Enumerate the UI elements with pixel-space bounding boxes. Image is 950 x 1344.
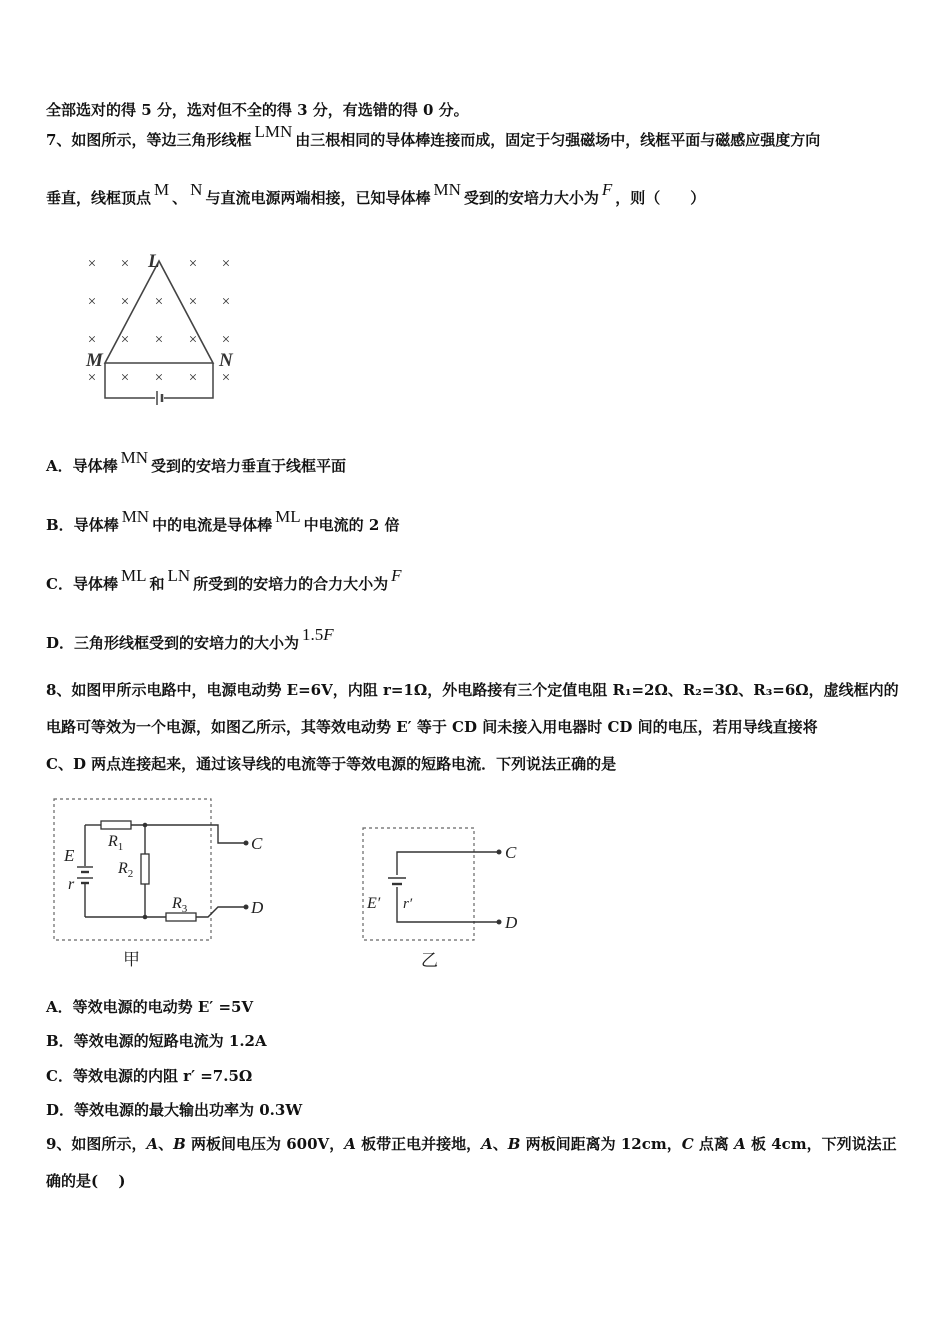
wire — [208, 825, 244, 843]
q7-sym-lmn: LMN — [254, 122, 293, 141]
q9-text: 、 — [492, 1135, 508, 1153]
q9-var: C — [681, 1135, 694, 1153]
option-symbol-number: 1.5 — [302, 625, 324, 644]
q7-stem-c: 垂直，线框顶点 — [46, 189, 152, 207]
option-text: D．三角形线框受到的安培力的大小为 — [46, 634, 300, 652]
field-cross: × — [87, 294, 97, 310]
terminal-c — [244, 841, 249, 846]
q7-stem-b: 由三根相同的导体棒连接而成，固定于匀强磁场中，线框平面与磁感应强度方向 — [295, 131, 821, 149]
vertex-label-n: N — [219, 350, 233, 371]
q9-var: A — [481, 1135, 493, 1153]
q7-stem-a: 7、如图所示，等边三角形线框 — [46, 131, 252, 149]
label-c: C — [505, 843, 517, 862]
option-symbol — [302, 625, 334, 644]
wire — [196, 907, 244, 917]
junction — [143, 823, 148, 828]
q8-stem-line1: 8、如图甲所示电路中，电源电动势 E=6V，内阻 r=1Ω，外电路接有三个定值电阻 R₁=2Ω、R₂=3Ω、R₃=6Ω，虚线框内的 — [46, 681, 899, 699]
option-text: 和 — [149, 575, 165, 593]
label-d: D — [505, 913, 518, 932]
q9-var: A — [734, 1135, 746, 1153]
q7-stem-line2 — [46, 180, 706, 208]
q9-var: B — [507, 1135, 521, 1153]
field-cross: × — [87, 256, 97, 272]
option-symbol: F — [391, 566, 402, 585]
terminal-c — [497, 850, 502, 855]
caption-yi: 乙 — [421, 951, 438, 970]
option-symbol: MN — [121, 507, 150, 526]
q7-option-c — [46, 566, 405, 594]
field-cross: × — [154, 294, 164, 310]
q7-stem-e: 受到的安培力大小为 — [463, 189, 599, 207]
label-r2 — [117, 860, 133, 880]
option-symbol: MN — [120, 448, 149, 467]
dashed-box — [363, 828, 474, 940]
q9-var: B — [173, 1135, 186, 1153]
q9-text: 板 4cm，下列说法正 — [745, 1135, 897, 1153]
option-text: 所受到的安培力的合力大小为 — [193, 575, 389, 593]
q7-option-b — [46, 507, 400, 535]
q8-option-c: C．等效电源的内阻 r′ =7.5Ω — [46, 1067, 253, 1085]
label-e: E — [64, 846, 75, 865]
q7-sym-m: M — [154, 180, 170, 199]
field-cross: × — [87, 370, 97, 386]
q8-stem-line3: C、D 两点连接起来，通过该导线的电流等于等效电源的短路电流．下列说法正确的是 — [46, 755, 617, 773]
q9-text: 板带正电并接地， — [355, 1135, 482, 1153]
q8-figure-jia — [46, 793, 286, 973]
field-cross: × — [221, 294, 231, 310]
q7-triangle-figure — [80, 248, 240, 413]
q8-stem-line2: 电路可等效为一个电源，如图乙所示，其等效电动势 E′ 等于 CD 间未接入用电器时 CD 间的电压，若用导线直接将 — [46, 718, 818, 736]
q7-sep: 、 — [172, 189, 188, 207]
field-cross: × — [188, 332, 198, 348]
label-r3-sub: 3 — [181, 903, 188, 915]
field-cross: × — [120, 370, 130, 386]
label-r2-letter: R — [118, 860, 128, 877]
vertex-label-l: L — [148, 251, 160, 272]
option-prefix: A．导体棒 — [46, 457, 118, 475]
q8-option-a: A．等效电源的电动势 E′ =5V — [46, 998, 254, 1016]
label-r: r — [68, 876, 75, 893]
intro-line: 全部选对的得 5 分，选对但不全的得 3 分，有选错的得 0 分。 — [46, 101, 469, 119]
q9-text: 两板间距离为 12cm， — [520, 1135, 682, 1153]
option-text: 中电流的 2 倍 — [303, 516, 400, 534]
option-symbol: LN — [167, 566, 191, 585]
q7-stem-line1 — [46, 122, 821, 150]
label-d: D — [251, 898, 264, 917]
field-cross: × — [221, 370, 231, 386]
option-text: 中的电流是导体棒 — [152, 516, 273, 534]
option-text: 受到的安培力垂直于线框平面 — [151, 457, 347, 475]
q7-option-a — [46, 448, 347, 476]
label-r1-sub: 1 — [117, 841, 124, 853]
q8-option-d: D．等效电源的最大输出功率为 0.3W — [46, 1101, 303, 1119]
field-cross: × — [221, 256, 231, 272]
terminal-d — [497, 920, 502, 925]
q9-text: 两板间电压为 600V， — [185, 1135, 345, 1153]
label-r1-letter: R — [108, 833, 118, 850]
label-c: C — [251, 834, 263, 853]
q8-figure-yi — [355, 820, 535, 972]
option-symbol-f: F — [323, 625, 334, 644]
field-cross: × — [154, 370, 164, 386]
label-r2-sub: 2 — [127, 868, 134, 880]
label-e-prime: E′ — [367, 895, 381, 912]
label-r1 — [107, 833, 123, 853]
vertex-label-m: M — [86, 350, 103, 371]
q9-stem-line2: 确的是( ) — [46, 1172, 126, 1190]
q8-option-b: B．等效电源的短路电流为 1.2A — [46, 1032, 267, 1050]
q9-var: A — [146, 1135, 159, 1153]
field-cross: × — [120, 294, 130, 310]
caption-jia: 甲 — [123, 950, 140, 969]
q7-sym-mn: MN — [433, 180, 461, 199]
field-cross: × — [120, 332, 130, 348]
option-symbol: ML — [120, 566, 147, 585]
q9-var: A — [344, 1135, 356, 1153]
wire — [397, 852, 497, 875]
option-symbol: ML — [275, 507, 301, 526]
q9-stem-line1 — [46, 1134, 897, 1154]
option-prefix: B．导体棒 — [46, 516, 119, 534]
resistor-r2 — [141, 854, 149, 884]
field-cross: × — [87, 332, 97, 348]
power-wire — [105, 363, 155, 398]
terminal-d — [244, 905, 249, 910]
label-r3-letter: R — [172, 895, 182, 912]
q7-option-d — [46, 625, 337, 653]
field-cross: × — [188, 370, 198, 386]
field-cross: × — [154, 332, 164, 348]
q7-stem-f: ，则（ ） — [615, 189, 706, 207]
q9-text: 点离 — [693, 1135, 735, 1153]
field-cross: × — [188, 294, 198, 310]
field-cross: × — [188, 256, 198, 272]
q9-text: 9、如图所示， — [46, 1135, 147, 1153]
field-cross: × — [221, 332, 231, 348]
q7-sym-n: N — [190, 180, 203, 199]
resistor-r1 — [101, 821, 131, 829]
q9-text: 、 — [158, 1135, 174, 1153]
q7-stem-d: 与直流电源两端相接，已知导体棒 — [205, 189, 431, 207]
field-cross: × — [120, 256, 130, 272]
label-r3 — [171, 895, 188, 915]
q7-sym-f: F — [601, 180, 613, 199]
label-r-prime: r′ — [403, 896, 413, 912]
option-prefix: C．导体棒 — [46, 575, 118, 593]
